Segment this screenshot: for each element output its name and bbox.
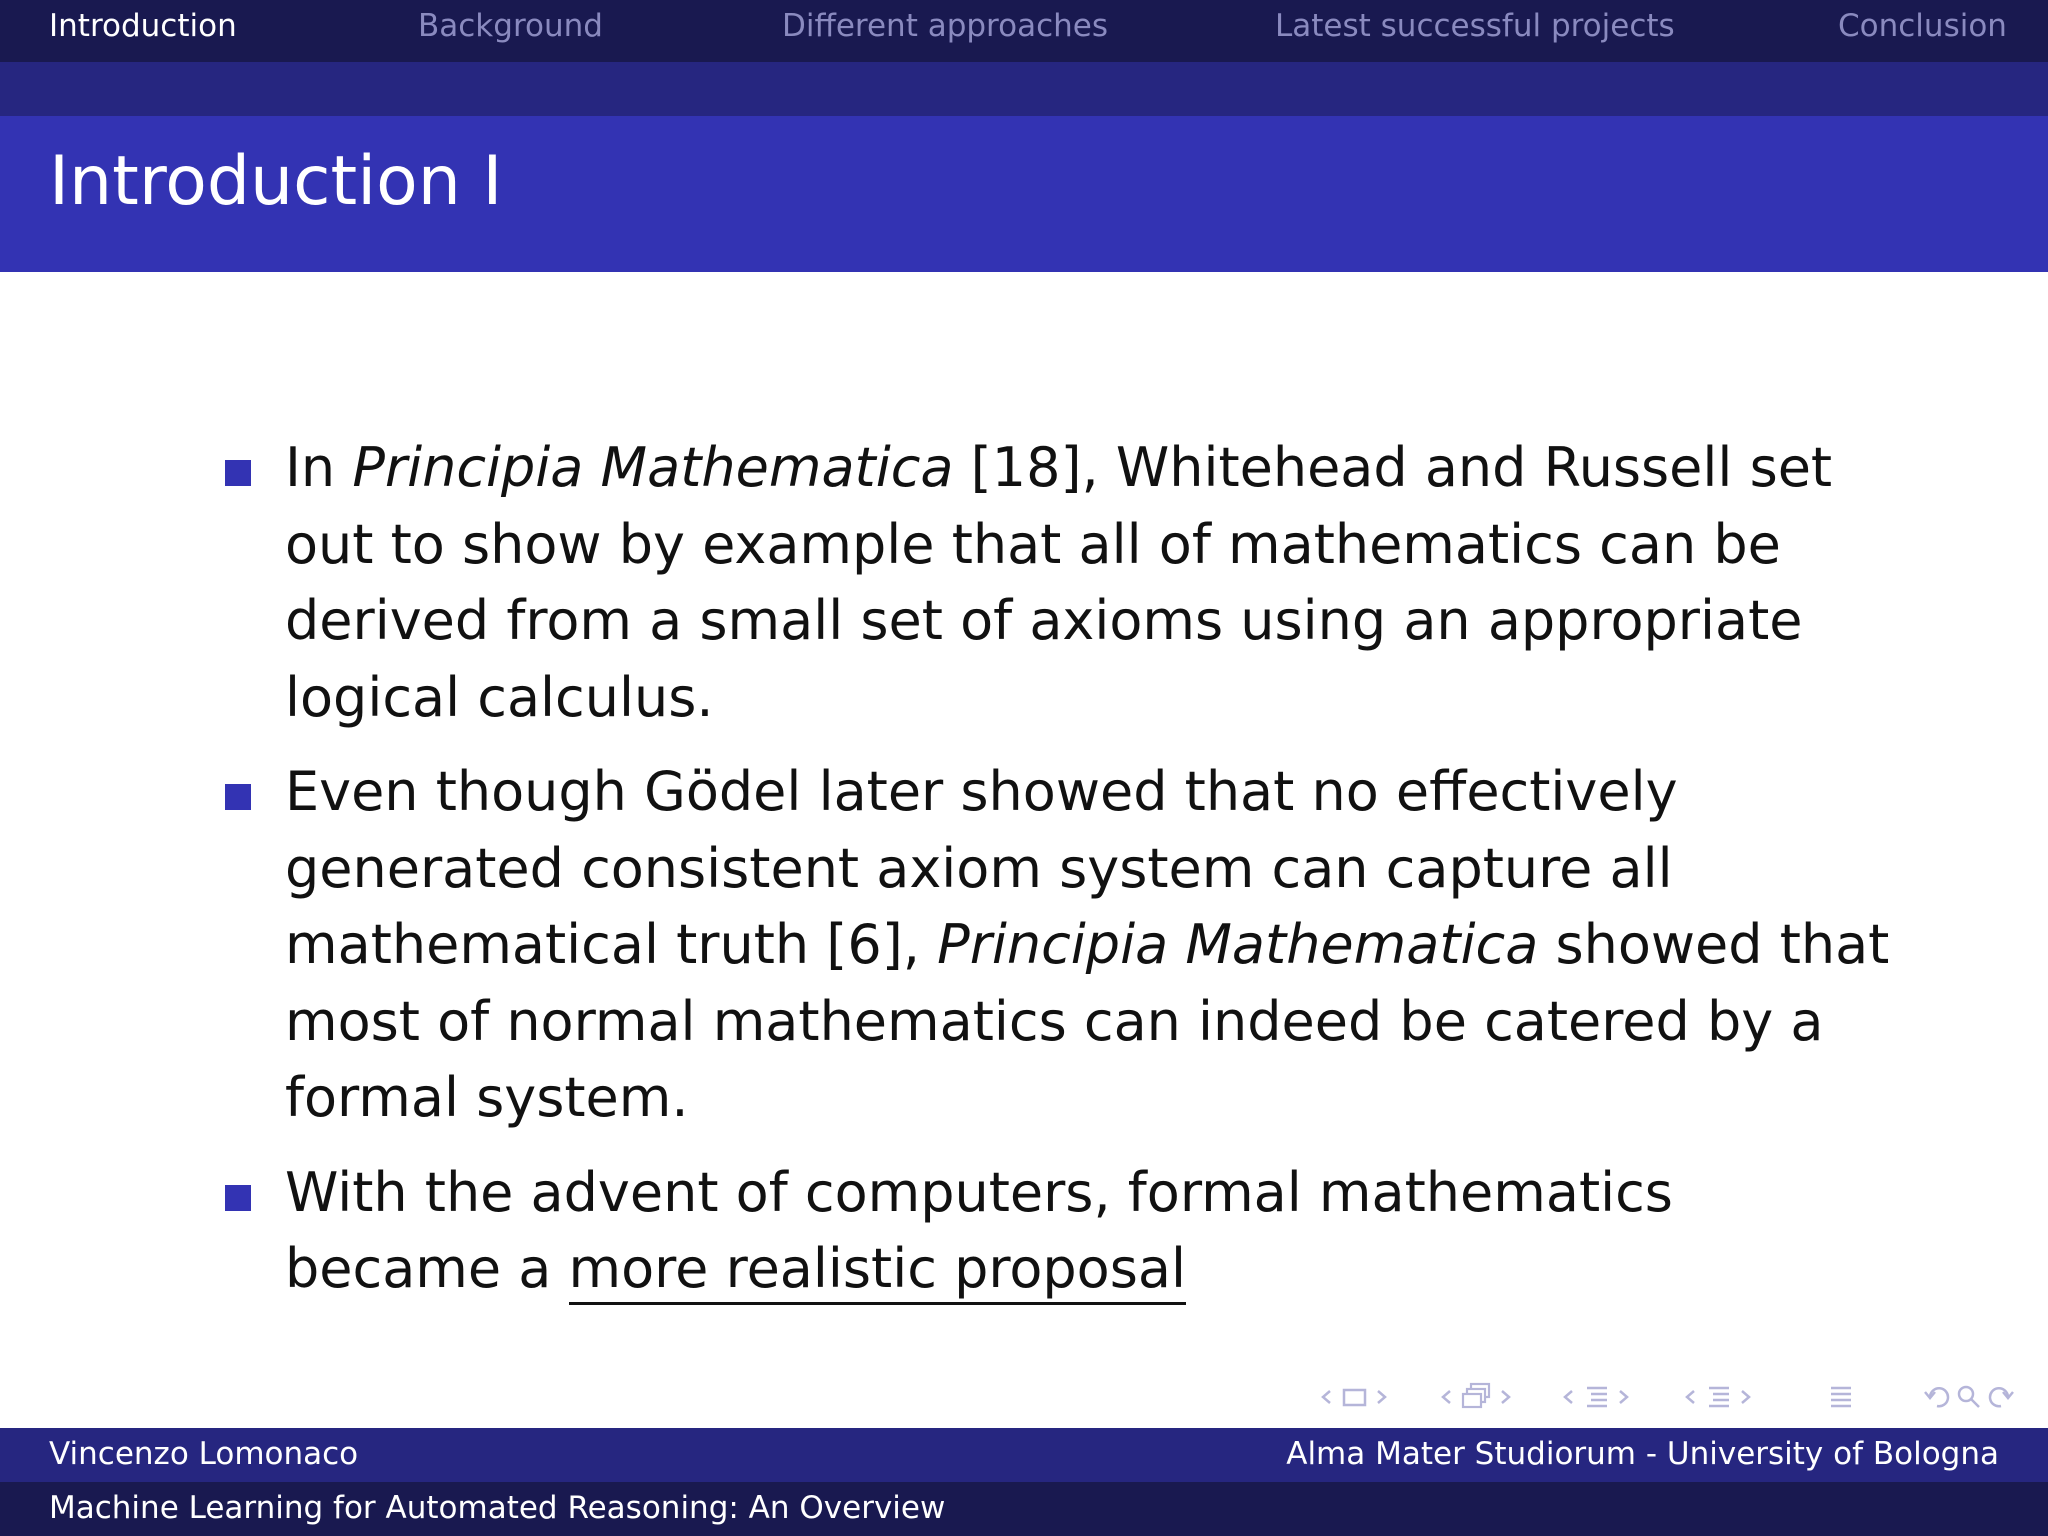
presentation-icon[interactable]	[1704, 1380, 1734, 1414]
nav-item-background[interactable]: Background	[418, 8, 603, 44]
bullet-item	[223, 1155, 1903, 1308]
arrow-left-icon[interactable]	[1318, 1380, 1334, 1414]
frame-title-bar	[0, 116, 2048, 272]
bullet-square-icon	[225, 1185, 251, 1211]
bullet-item	[223, 754, 1903, 1137]
footer-author: Vincenzo Lomonaco	[49, 1436, 359, 1472]
footer-title-bar	[0, 1482, 2048, 1536]
arrow-right-icon[interactable]	[1498, 1380, 1514, 1414]
subsection-icon[interactable]	[1460, 1380, 1494, 1414]
bullet-text-italic: Principia Mathematica	[352, 436, 954, 499]
bullet-item	[223, 430, 1903, 736]
section-icon[interactable]	[1582, 1380, 1612, 1414]
bullet-text-normal: In	[285, 436, 353, 499]
arrow-right-icon[interactable]	[1374, 1380, 1390, 1414]
frame-icon[interactable]	[1340, 1380, 1370, 1414]
navigation-symbols	[1310, 1380, 2030, 1414]
bullet-text-normal: [18], Whitehead and Russell set out to show by example that all of mathematics can be derived from a small set of axioms using an appropriate logical calculus.	[285, 436, 1833, 729]
footer-institution: Alma Mater Studiorum - University of Bologna	[1286, 1436, 1999, 1472]
nav-item-different-approaches[interactable]: Different approaches	[782, 8, 1108, 44]
arrow-left-icon[interactable]	[1438, 1380, 1454, 1414]
section-navigation-bar	[0, 0, 2048, 62]
arrow-left-icon[interactable]	[1682, 1380, 1698, 1414]
bullet-text-normal: Even though Gödel later showed that no effectively generated consistent axiom system can capture all mathematical truth [6],	[285, 760, 1678, 976]
bullet-list	[223, 430, 1903, 1326]
nav-item-conclusion[interactable]: Conclusion	[1838, 8, 2007, 44]
bullet-text-normal: showed that most of normal mathematics can indeed be catered by a formal system.	[285, 913, 1890, 1129]
arrow-left-icon[interactable]	[1560, 1380, 1576, 1414]
footer-author-bar	[0, 1428, 2048, 1482]
footer-talk-title: Machine Learning for Automated Reasoning: An Overview	[49, 1490, 946, 1526]
arrow-right-icon[interactable]	[1616, 1380, 1632, 1414]
bullet-square-icon	[225, 784, 251, 810]
frame-title: Introduction I	[49, 142, 503, 221]
bullet-text-normal: With the advent of computers, formal mathematics became a	[285, 1160, 1673, 1300]
undo-icon[interactable]	[1922, 1380, 1954, 1414]
document-icon[interactable]	[1826, 1380, 1856, 1414]
bullet-text-italic: Principia Mathematica	[937, 913, 1539, 976]
nav-item-latest-successful-projects[interactable]: Latest successful projects	[1275, 8, 1675, 44]
redo-icon[interactable]	[1984, 1380, 2016, 1414]
nav-item-introduction[interactable]: Introduction	[49, 8, 237, 44]
bullet-square-icon	[225, 460, 251, 486]
subsection-bar	[0, 62, 2048, 116]
arrow-right-icon[interactable]	[1738, 1380, 1754, 1414]
search-icon[interactable]	[1954, 1380, 1984, 1414]
bullet-text-underlined: more realistic proposal	[569, 1237, 1186, 1305]
